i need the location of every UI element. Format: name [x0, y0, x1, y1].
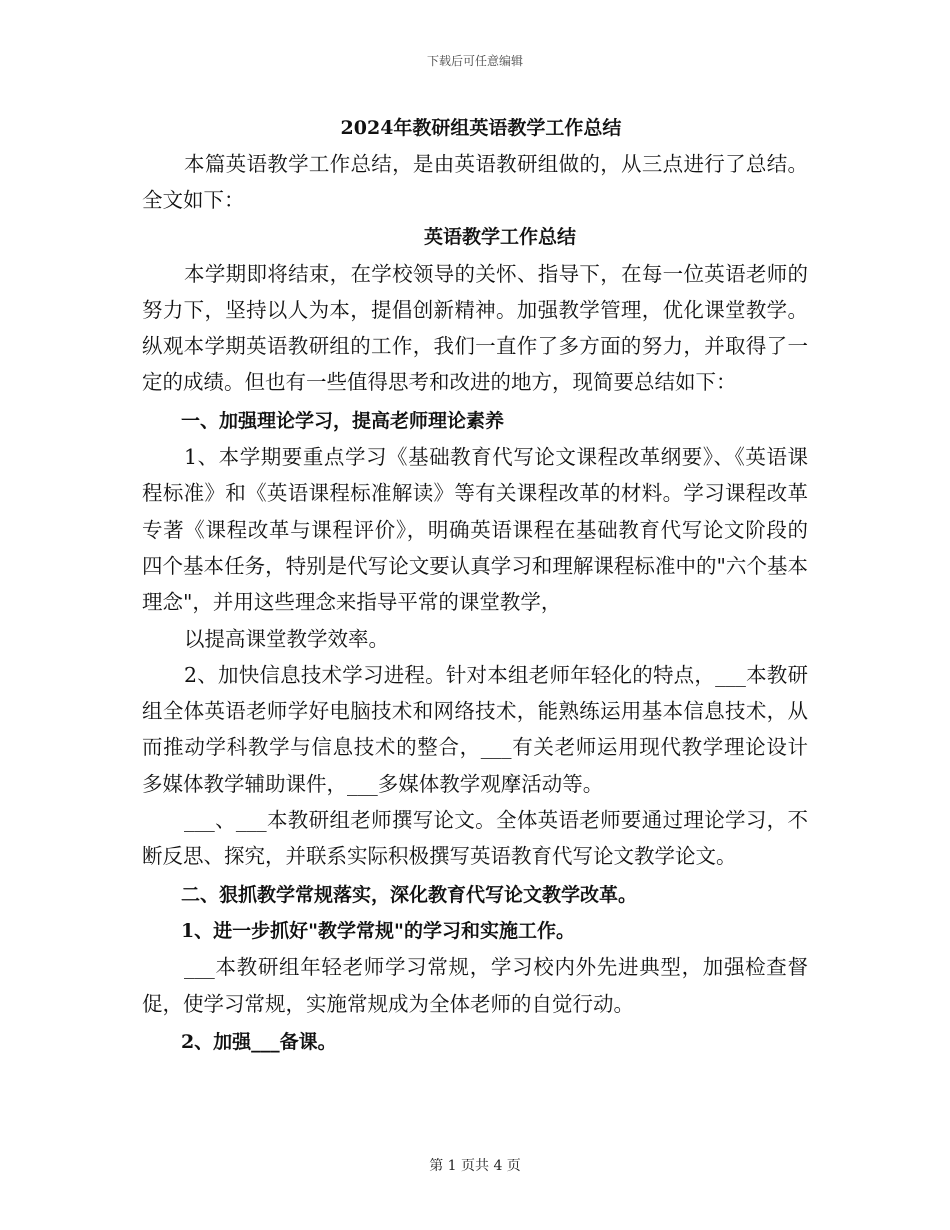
section-2-item-1-body: ___本教研组年轻老师学习常规，学习校内外先进典型，加强检查督促，使学习常规，实施常规成为全体老师的自觉行动。: [142, 955, 808, 1016]
section-2-item-2-heading: 2、加强___备课。: [180, 1030, 337, 1053]
section-2-heading: 二、狠抓教学常规落实，深化教育代写论文教学改革。: [180, 883, 637, 906]
section-1-heading: 一、加强理论学习，提高老师理论素养: [180, 409, 504, 432]
section-1-paragraph-2: 2、加快信息技术学习进程。针对本组老师年轻化的特点，___本教研组全体英语老师学好电脑技术和网络技术，能熟练运用基本信息技术，从而推动学科教学与信息技术的整合，___有关老师运用现代教学理论设计多媒体教学辅助课件，___多媒体教学观摩活动等。: [142, 662, 808, 796]
section-1-paragraph-1: 1、本学期要重点学习《基础教育代写论文课程改革纲要》、《英语课程标准》和《英语课程标准解读》等有关课程改革的材料。学习课程改革专著《课程改革与课程评价》，明确英语课程在基础教育代写论文阶段的四个基本任务，特别是代写论文要认真学习和理解课程标准中的"六个基本理念"，并用这些理念来指导平常的课堂教学，: [142, 445, 808, 615]
page-footer: 第 1 页共 4 页: [429, 1158, 521, 1174]
intro-paragraph: 本篇英语教学工作总结，是由英语教研组做的，从三点进行了总结。全文如下：: [142, 152, 808, 213]
document-subtitle: 英语教学工作总结: [423, 225, 576, 248]
page-header: 下载后可任意编辑: [426, 54, 523, 68]
section-1-paragraph-3: ___、___本教研组老师撰写论文。全体英语老师要通过理论学习，不断反思、探究，并联系实际积极撰写英语教育代写论文教学论文。: [142, 808, 808, 869]
document-title: 2024年教研组英语教学工作总结: [340, 117, 622, 139]
section-1-paragraph-1-continued: 以提高课堂教学效率。: [184, 626, 390, 651]
document-body: [142, 110, 808, 1060]
opening-paragraph: 本学期即将结束，在学校领导的关怀、指导下，在每一位英语老师的努力下，坚持以人为本，提倡创新精神。加强教学管理，优化课堂教学。纵观本学期英语教研组的工作，我们一直作了多方面的努力，并取得了一定的成绩。但也有一些值得思考和改进的地方，现简要总结如下：: [142, 261, 808, 395]
section-2-item-1-heading: 1、进一步抓好"教学常规"的学习和实施工作。: [180, 919, 575, 942]
